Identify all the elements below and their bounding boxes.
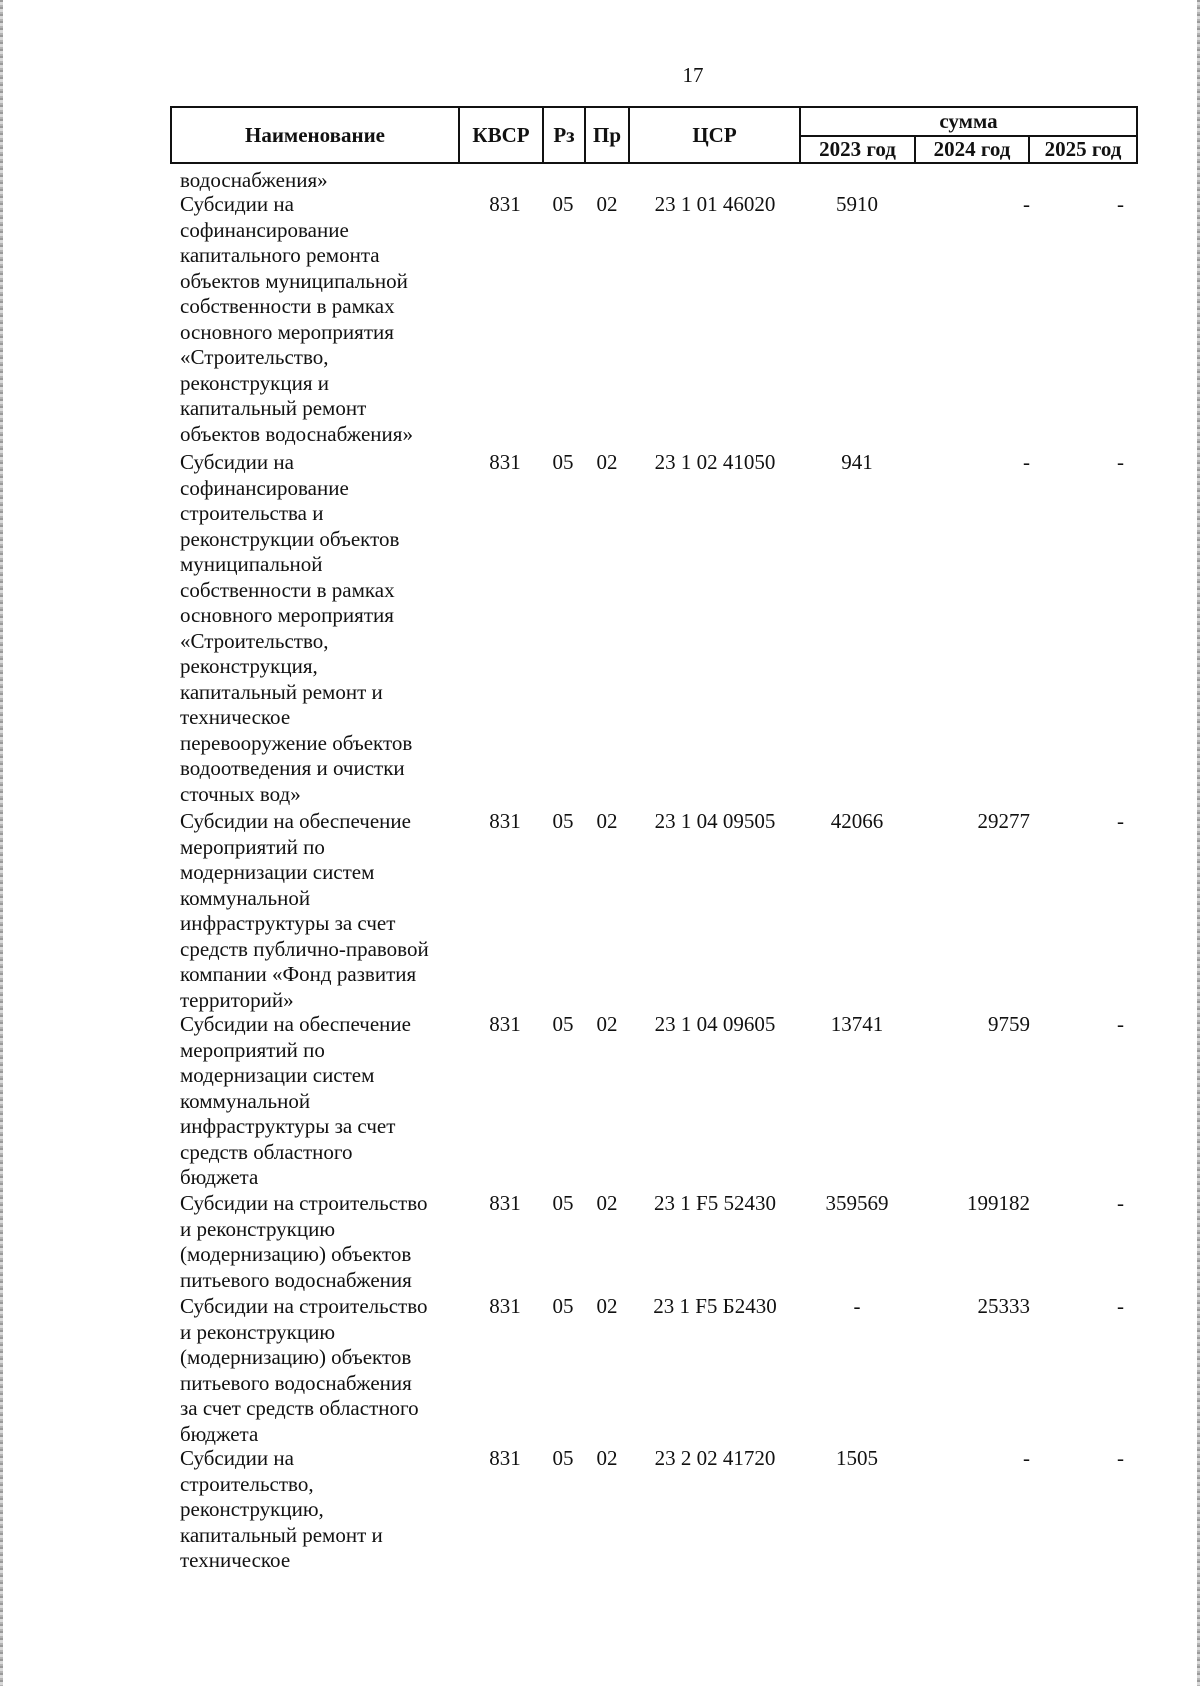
row-csr: 23 1 04 09605: [654, 1012, 776, 1036]
row-2025: -: [1117, 192, 1124, 216]
row-2025: -: [1117, 1446, 1124, 1470]
row-name: Субсидии на строительство, реконструкцию, капитальный ремонт и техническое: [180, 1446, 383, 1572]
row-2024: -: [1023, 192, 1030, 216]
row-name: Субсидии на обеспечение мероприятий по модернизации систем коммунальной инфраструктуры за счет средств областного бюджета: [180, 1012, 411, 1189]
row-kvsr: 831: [489, 192, 521, 216]
row-rz: 05: [552, 1446, 574, 1470]
row-csr: 23 1 01 46020: [654, 192, 776, 216]
row-kvsr: 831: [489, 450, 521, 474]
row-rz: 05: [552, 192, 574, 216]
header-year-2025: 2025 год: [1044, 137, 1122, 161]
row-kvsr: 831: [489, 1012, 521, 1036]
scan-edge-left: [0, 0, 3, 1686]
row-2023: -: [853, 1294, 861, 1318]
row-2025: -: [1117, 1012, 1124, 1036]
header-rz: Рз: [553, 122, 575, 147]
row-2024: 29277: [977, 809, 1030, 833]
row-name: Субсидии на обеспечение мероприятий по модернизации систем коммунальной инфраструктуры за счет средств публично-правовой компании «Фонд развития территорий»: [180, 809, 429, 1012]
row-2023: 359569: [825, 1191, 889, 1215]
row-name: Субсидии на строительство и реконструкцию (модернизацию) объектов питьевого водоснабжения за счет средств областного бюджета: [180, 1294, 428, 1446]
row-rz: 05: [552, 1294, 574, 1318]
row-kvsr: 831: [489, 809, 521, 833]
row-kvsr: 831: [489, 1294, 521, 1318]
row-pr: 02: [596, 1294, 618, 1318]
row-2023: 1505: [836, 1446, 878, 1470]
row-rz: 05: [552, 809, 574, 833]
row-csr: 23 1 F5 52430: [654, 1191, 776, 1215]
row-2025: -: [1117, 450, 1124, 474]
row-name: Субсидии на строительство и реконструкцию (модернизацию) объектов питьевого водоснабжения: [180, 1191, 428, 1292]
row-csr: 23 1 04 09505: [654, 809, 776, 833]
row-rz: 05: [552, 1012, 574, 1036]
row-pr: 02: [596, 1191, 618, 1215]
row-pr: 02: [596, 1446, 618, 1470]
row-name: Субсидии на софинансирование строительства и реконструкции объектов муниципальной собственности в рамках основного мероприятия «Строительство, реконструкция, капитальный ремонт и техническое перевооружение объектов водоотведения и очистки сточных вод»: [180, 450, 413, 806]
row-2025: -: [1117, 1191, 1124, 1215]
table-header: [170, 106, 1138, 164]
header-year-2024: 2024 год: [933, 137, 1011, 161]
row-pr: 02: [596, 1012, 618, 1036]
row-name: Субсидии на софинансирование капитального ремонта объектов муниципальной собственности в рамках основного мероприятия «Строительство, реконструкция и капитальный ремонт объектов водоснабжения»: [180, 192, 413, 446]
header-sum: сумма: [939, 109, 998, 133]
row-2024: -: [1023, 450, 1030, 474]
row-2023: 941: [841, 450, 873, 474]
row-2024: 199182: [967, 1191, 1030, 1215]
row-2023: 13741: [830, 1012, 884, 1036]
row-kvsr: 831: [489, 1191, 521, 1215]
row-2023: 5910: [836, 192, 878, 216]
row-2025: -: [1117, 809, 1124, 833]
page-number: 17: [682, 63, 704, 87]
header-year-2023: 2023 год: [819, 137, 896, 161]
row-rz: 05: [552, 450, 574, 474]
header-kvsr: КВСР: [472, 122, 530, 147]
row-kvsr: 831: [489, 1446, 521, 1470]
row-2023: 42066: [830, 809, 884, 833]
row-pr: 02: [596, 809, 618, 833]
carryover-text: водоснабжения»: [180, 168, 328, 192]
row-pr: 02: [596, 450, 618, 474]
row-csr: 23 1 02 41050: [654, 450, 776, 474]
row-rz: 05: [552, 1191, 574, 1215]
row-2024: -: [1023, 1446, 1030, 1470]
row-2025: -: [1117, 1294, 1124, 1318]
row-2024: 25333: [977, 1294, 1030, 1318]
row-pr: 02: [596, 192, 618, 216]
row-csr: 23 1 F5 Б2430: [653, 1294, 777, 1318]
header-pr: Пр: [592, 122, 621, 147]
header-csr: ЦСР: [692, 122, 737, 147]
row-2024: 9759: [988, 1012, 1030, 1036]
header-name: Наименование: [245, 122, 385, 147]
row-csr: 23 2 02 41720: [654, 1446, 776, 1470]
